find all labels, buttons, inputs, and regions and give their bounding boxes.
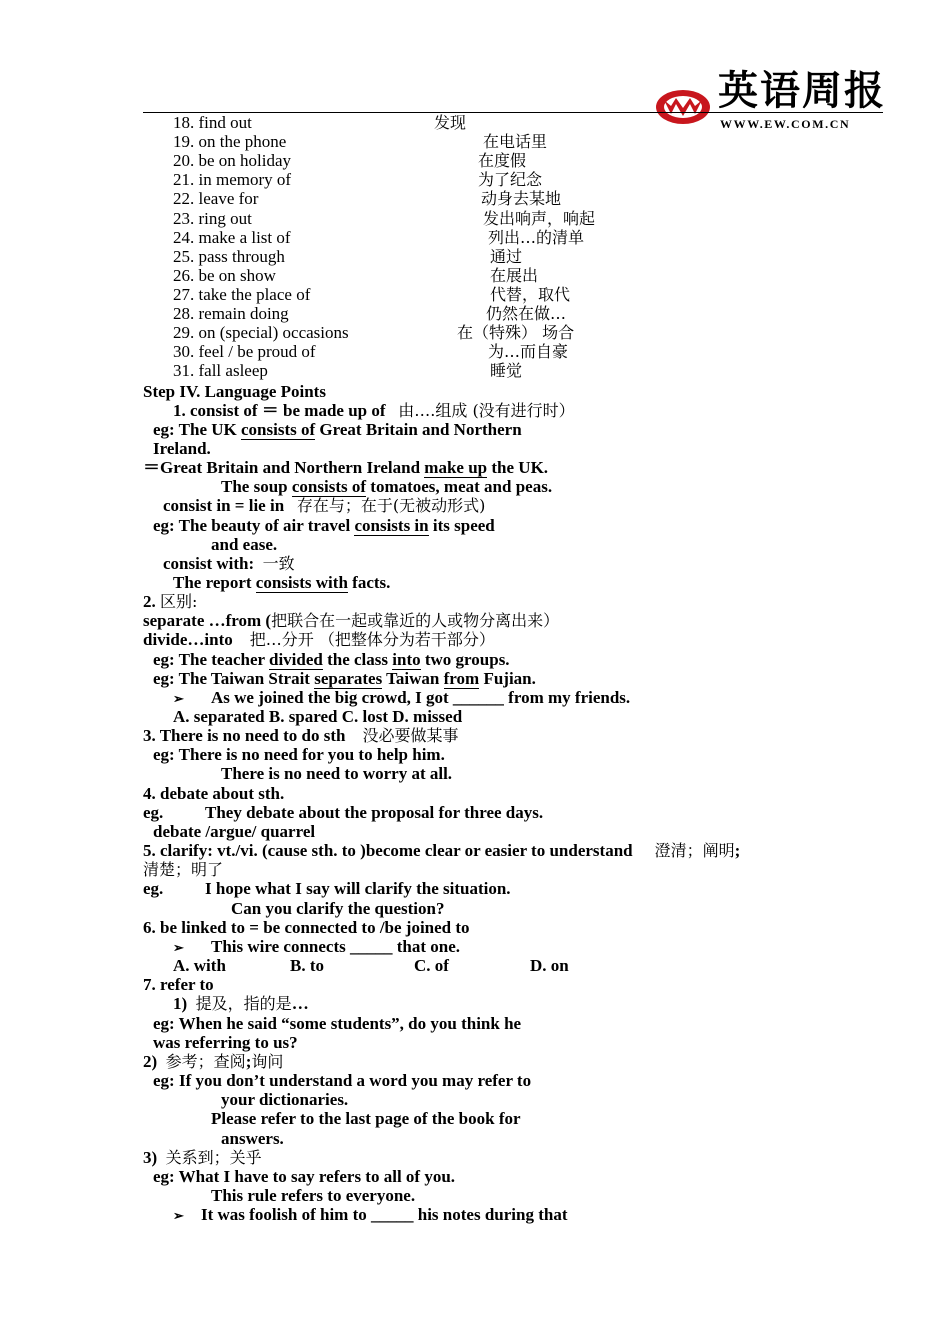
point2-heading: 2. 区别: xyxy=(143,592,198,611)
point1-soup: The soup consists of tomatoes, meat and peas. xyxy=(221,477,553,496)
phrase-chinese: 通过 xyxy=(490,246,523,266)
consist-in-heading: consist in = lie in 存在与；在于(无被动形式) xyxy=(163,496,486,515)
refer-sense2-example1: eg: If you don’t understand a word you may refer to xyxy=(153,1071,532,1090)
point3-example1: eg: There is no need for you to help him. xyxy=(153,745,445,764)
point6-heading: 6. be linked to = be connected to /be joined to xyxy=(143,918,470,937)
divide-definition: divide…into 把…分开 （把整体分为若干部分） xyxy=(143,630,495,649)
refer-sense2-example1-cont: your dictionaries. xyxy=(221,1090,349,1109)
phrase-chinese: 睡觉 xyxy=(490,361,523,381)
consist-in-example-cont: and ease. xyxy=(211,535,278,554)
logo-title: 英语周报 xyxy=(718,67,886,114)
phrase-english: 31. fall asleep xyxy=(173,361,268,381)
arrow-bullet-icon: ➢ xyxy=(173,1208,184,1223)
phrase-chinese: 动身去某地 xyxy=(481,189,562,209)
refer-sense1-example: eg: When he said “some students”, do you think he xyxy=(153,1014,522,1033)
phrase-english: 24. make a list of xyxy=(173,227,291,247)
phrase-english: 25. pass through xyxy=(173,246,285,266)
phrase-chinese: 在展出 xyxy=(490,265,539,285)
phrase-english: 30. feel / be proud of xyxy=(173,342,316,362)
point5-heading-cont: 清楚；明了 xyxy=(143,860,224,879)
refer-sense2: 2) 参考；查阅;询问 xyxy=(143,1052,284,1071)
point4-words: debate /argue/ quarrel xyxy=(153,822,316,841)
phrase-english: 20. be on holiday xyxy=(173,151,292,171)
point4-heading: 4. debate about sth. xyxy=(143,784,285,803)
refer-sense2-example2: Please refer to the last page of the book for xyxy=(211,1109,521,1128)
separate-example: eg: The Taiwan Strait separates Taiwan from Fujian. xyxy=(153,669,536,688)
refer-sense3: 3) 关系到；关乎 xyxy=(143,1148,262,1167)
consist-with-heading: consist with: 一致 xyxy=(163,554,295,573)
phrase-chinese: 在度假 xyxy=(478,151,527,171)
point3-example2: There is no need to worry at all. xyxy=(221,764,453,783)
point7-heading: 7. refer to xyxy=(143,975,214,994)
refer-sense1: 1) 提及，指的是… xyxy=(173,994,309,1013)
refer-sense1-example-cont: was referring to us? xyxy=(153,1033,298,1052)
separate-definition: separate …from (把联合在一起或靠近的人或物分离出来） xyxy=(143,611,560,630)
point5-heading: 5. clarify: vt./vi. (cause sth. to )become clear or easier to understand 澄清；阐明; xyxy=(143,841,741,860)
point6-option-a: A. with xyxy=(173,956,226,975)
consist-in-example: eg: The beauty of air travel consists in its speed xyxy=(153,516,495,535)
phrase-chinese: 为了纪念 xyxy=(478,170,543,190)
phrase-english: 29. on (special) occasions xyxy=(173,323,349,343)
phrase-english: 28. remain doing xyxy=(173,304,289,323)
phrase-english: 27. take the place of xyxy=(173,284,311,304)
phrase-chinese: 为…而自豪 xyxy=(488,342,569,362)
point3-heading: 3. There is no need to do sth 没必要做某事 xyxy=(143,726,459,745)
phrase-chinese: 代替，取代 xyxy=(490,284,571,304)
header-rule xyxy=(143,112,883,113)
logo-url: WWW.EW.COM.CN xyxy=(720,117,851,131)
refer-sense2-example2-cont: answers. xyxy=(221,1129,284,1148)
phrase-chinese: 在电话里 xyxy=(483,132,548,152)
section-title: Step IV. Language Points xyxy=(143,382,326,401)
point5-example1: eg. I hope what I say will clarify the situation. xyxy=(143,879,511,898)
ew-logo xyxy=(652,68,892,134)
ew-emblem-icon xyxy=(654,86,712,126)
point6-option-c: C. of xyxy=(414,956,449,975)
point1-heading: 1. consist of ＝ be made up of 由….组成 (没有进行时） xyxy=(173,401,575,420)
phrase-chinese: 在（特殊） 场合 xyxy=(457,323,575,343)
phrase-english: 18. find out xyxy=(173,113,252,132)
point4-example: eg. They debate about the proposal for three days. xyxy=(143,803,544,822)
point2-question: ➢ As we joined the big crowd, I got ______ from my friends. xyxy=(173,688,631,707)
point2-options: A. separated B. spared C. lost D. missed xyxy=(173,707,463,726)
phrase-chinese: 仍然在做… xyxy=(486,304,567,323)
point5-example2: Can you clarify the question? xyxy=(231,899,445,918)
phrase-chinese: 发出响声，响起 xyxy=(483,208,596,228)
point1-example: eg: The UK consists of Great Britain and Northern xyxy=(153,420,522,439)
point7-question: ➢ It was foolish of him to _____ his notes during that xyxy=(173,1205,568,1224)
arrow-bullet-icon: ➢ xyxy=(173,940,184,955)
phrase-chinese: 列出…的清单 xyxy=(488,227,585,247)
phrase-english: 21. in memory of xyxy=(173,170,292,190)
arrow-bullet-icon: ➢ xyxy=(173,691,184,706)
phrase-english: 23. ring out xyxy=(173,208,252,228)
point6-option-d: D. on xyxy=(530,956,569,975)
point6-question: ➢ This wire connects _____ that one. xyxy=(173,937,461,956)
refer-sense3-example1: eg: What I have to say refers to all of you. xyxy=(153,1167,456,1186)
phrase-english: 26. be on show xyxy=(173,265,276,285)
phrase-english: 19. on the phone xyxy=(173,132,287,152)
phrase-chinese: 发现 xyxy=(434,113,467,132)
point1-equivalent: ＝Great Britain and Northern Ireland make up the UK. xyxy=(143,458,549,477)
consist-with-example: The report consists with facts. xyxy=(173,573,391,592)
point6-option-b: B. to xyxy=(290,956,324,975)
divide-example: eg: The teacher divided the class into two groups. xyxy=(153,650,510,669)
refer-sense3-example2: This rule refers to everyone. xyxy=(211,1186,416,1205)
point1-example-cont: Ireland. xyxy=(153,439,211,458)
phrase-english: 22. leave for xyxy=(173,189,259,209)
